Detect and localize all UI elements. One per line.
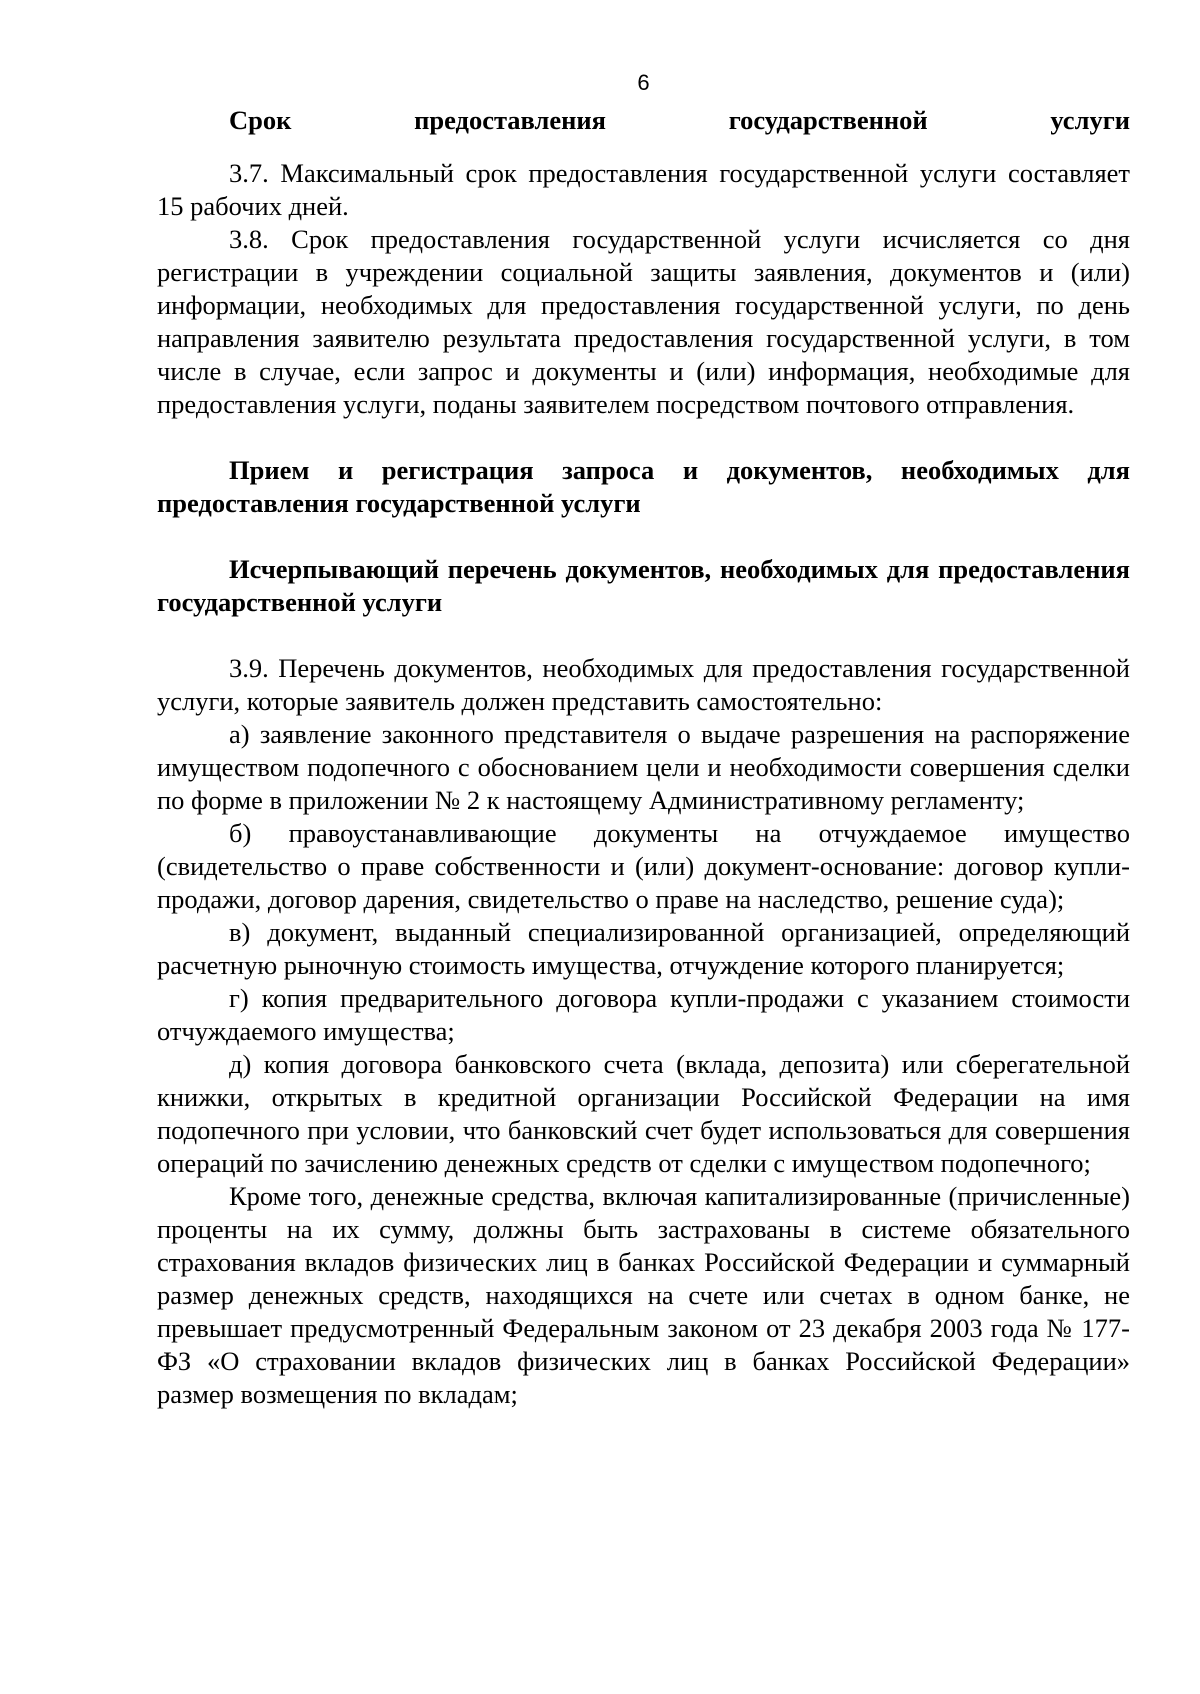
spacer (157, 619, 1130, 652)
paragraph-3-9: 3.9. Перечень документов, необходимых для предоставления государственной услуги, которые заявитель должен представить самостоятельно: (157, 653, 1130, 716)
paragraph-3-8: 3.8. Срок предоставления государственной услуги исчисляется со дня регистрации в учреждении социальной защиты заявления, документов и (или) информации, необходимых для предоставления государственной услуги, по день направления заявителю результата предоставления государственной услуги, в том числе в случае, если запрос и документы и (или) информация, необходимые для предоставления услуги, поданы заявителем посредством почтового отправления. (157, 224, 1130, 419)
page-number: 6 (637, 70, 650, 95)
paragraph-3-7: 3.7. Максимальный срок предоставления государственной услуги составляет 15 рабочих дней. (157, 158, 1130, 221)
list-item-d: д) копия договора банковского счета (вклада, депозита) или сберегательной книжки, открытых в кредитной организации Российской Федерации на имя подопечного при условии, что банковский счет будет использоваться для совершения операций по зачислению денежных средств от сделки с имуществом подопечного; (157, 1049, 1130, 1178)
spacer (157, 421, 1130, 454)
section-heading-reception: Прием и регистрация запроса и документов, необходимых для предоставления государственной услуги (157, 455, 1130, 518)
list-item-v: в) документ, выданный специализированной организацией, определяющий расчетную рыночную стоимость имущества, отчуждение которого планируется; (157, 917, 1130, 980)
spacer (157, 137, 1130, 157)
list-item-b: б) правоустанавливающие документы на отчуждаемое имущество (свидетельство о праве собственности и (или) документ-основание: договор купли-продажи, договор дарения, свидетельство о праве на наследство, решение суда); (157, 818, 1130, 914)
document-page (157, 70, 1130, 1411)
paragraph-additionally: Кроме того, денежные средства, включая капитализированные (причисленные) проценты на их сумму, должны быть застрахованы в системе обязательного страхования вкладов физических лиц в банках Российской Федерации и суммарный размер денежных средств, находящихся на счете или счетах в одном банке, не превышает предусмотренный Федеральным законом от 23 декабря 2003 года № 177-ФЗ «О страховании вкладов физических лиц в банках Российской Федерации» размер возмещения по вкладам; (157, 1181, 1130, 1409)
section-heading-term: Срок предоставления государственной услуги (229, 105, 1130, 135)
spacer (157, 520, 1130, 553)
list-item-g: г) копия предварительного договора купли-продажи с указанием стоимости отчуждаемого имущества; (157, 983, 1130, 1046)
section-heading-documents-list: Исчерпывающий перечень документов, необходимых для предоставления государственной услуги (157, 554, 1130, 617)
list-item-a: а) заявление законного представителя о выдаче разрешения на распоряжение имуществом подопечного с обоснованием цели и необходимости совершения сделки по форме в приложении № 2 к настоящему Административному регламенту; (157, 719, 1130, 815)
